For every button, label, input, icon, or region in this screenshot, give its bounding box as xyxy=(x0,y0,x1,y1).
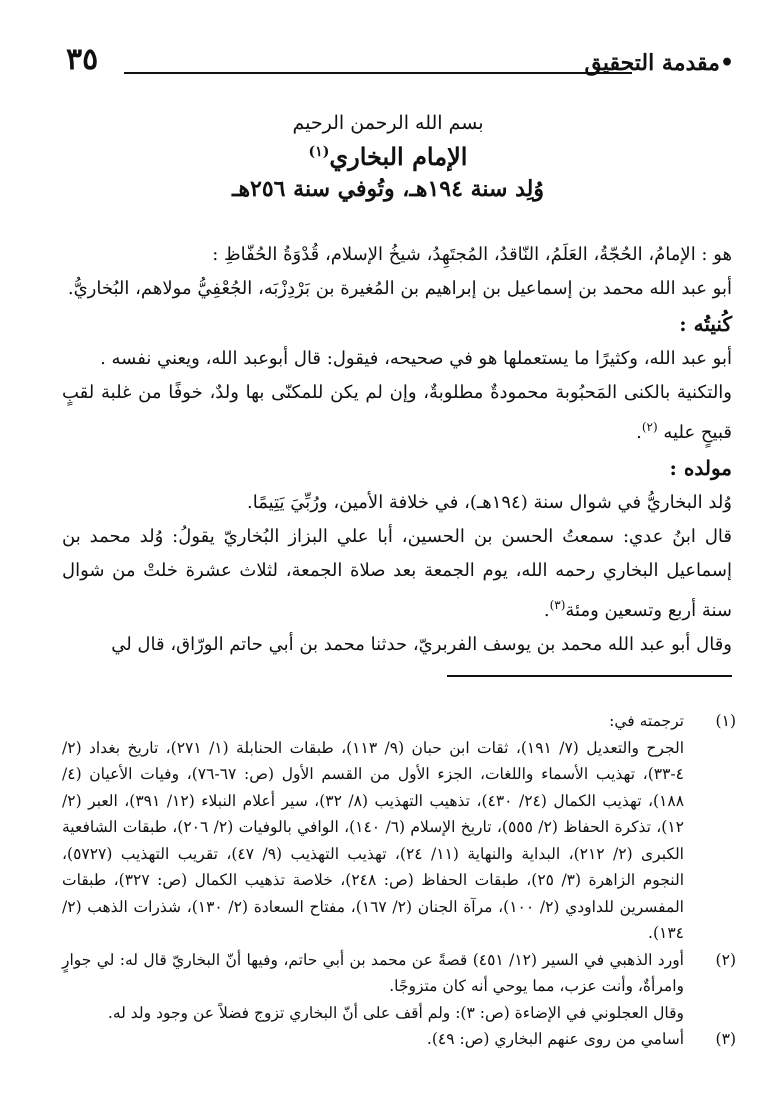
footnote-paragraph: وقال العجلوني في الإضاءة (ص: ٣): ولم أقف على أنّ البخاري تزوج فضلاً عن وجود ولد له. xyxy=(107,1003,684,1022)
footnote-number: (٣) xyxy=(715,1030,736,1048)
kunya-paragraph-2-text: والتكنية بالكنى المَحبُوبة محمودةٌ مطلوبةٌ، وإن لم يكن للمكنّى بها ولدٌ، خوفًا من غلبة لقبٍ قبيحٍ عليه xyxy=(62,382,732,443)
header-rule xyxy=(124,72,632,74)
footnote-text xyxy=(62,947,684,1027)
footnote-ref-2: (٢) xyxy=(641,420,658,434)
kunya-paragraph-1: أبو عبد الله، وكثيرًا ما يستعملها هو في صحيحه، فيقول: قال أبوعبد الله، ويعني نفسه . xyxy=(100,348,732,369)
intro-line-2: أبو عبد الله محمد بن إسماعيل بن إبراهيم بن المُغيرة بن بَرْدِزْبَه، الجُعْفِيُّ مولاهم، البُخاريُّ. xyxy=(67,278,732,299)
footnote-paragraph: أورد الذهبي في السير (١٢/ ٤٥١) قصةً عن محمد بن أبي حاتم، وفيها أنّ البخاريّ قال له: لي جوارٍ وامرأةٌ، وأنت عزب، مما يوحي أنه كان متزوجًا. xyxy=(62,950,684,995)
page-number: ٣٥ xyxy=(66,42,99,77)
birth-paragraph-1: وُلد البخاريُّ في شوال سنة (١٩٤هـ)، في خلافة الأمين، ورُبِّيَ يَتِيمًا. xyxy=(247,492,732,513)
footnote-paragraph: أسامي من روى عنهم البخاري (ص: ٤٩). xyxy=(426,1030,684,1048)
page-title xyxy=(0,142,776,171)
birth-paragraph-2-text: قال ابنُ عدي: سمعتُ الحسن بن الحسين، أبا علي البزاز البُخاريّ يقولُ: وُلد محمد بن إسماعيل البخاري رحمه الله، يوم الجمعة بعد صلاة الجمعة، لثلاث عشرة خلتْ من شوال سنة أربع وتسعين ومئة xyxy=(62,526,732,621)
title-footnote-ref: (١) xyxy=(308,144,330,160)
footnote-text xyxy=(62,708,684,947)
footnote-2 xyxy=(62,947,736,1027)
page-subtitle: وُلِد سنة ١٩٤هـ، وتُوفي سنة ٢٥٦هـ xyxy=(232,176,544,202)
footnote-paragraph: الجرح والتعديل (٧/ ١٩١)، ثقات ابن حبان (٩/ ١١٣)، طبقات الحنابلة (١/ ٢٧١)، تاريخ بغداد (٢/ ٤-٣٣)، تهذيب الأسماء واللغات، الجزء الأول من القسم الأول (ص: ٦٧-٧٦)، وفيات الأعيان (٤/ ١٨٨)، تهذيب الكمال (٢٤/ ٤٣٠)، تذهيب التهذيب (٨/ ٣٢)، سير أعلام النبلاء (١٢/ ٣٩١)، العبر (٢/ ١٢)، تذكرة الحفاظ (٢/ ٥٥٥)، تاريخ الإسلام (٦/ ١٤٠)، الوافي بالوفيات (٢/ ٢٠٦)، طبقات الشافعية الكبرى (٢/ ٢١٢)، البداية والنهاية (١١/ ٢٤)، تهذيب التهذيب (٩/ ٤٧)، تقريب التهذيب (٥٧٢٧)، النجوم الزاهرة (٣/ ٢٥)، طبقات الحفاظ (ص: ٢٤٨)، خلاصة تذهيب الكمال (ص: ٣٢٧)، طبقات المفسرين للداودي (٢/ ١٠٠)، مرآة الجنان (٢/ ١٦٧)، مفتاح السعادة (٢/ ١٣٠)، شذرات الذهب (٢/ ١٣٤). xyxy=(62,738,685,942)
intro-line-1: هو : الإمامُ، الحُجّةُ، العَلَمُ، النّاقدُ، المُجتَهِدُ، شيخُ الإسلام، قُدْوَةُ الحُفّاظِ : xyxy=(212,244,732,265)
footnote-separator xyxy=(447,675,732,677)
footnote-1 xyxy=(62,708,736,947)
running-header-title: •مقدمة التحقيق xyxy=(584,50,734,76)
kunya-heading: كُنيتُه : xyxy=(679,312,732,336)
page-title-text: الإمام البخاري xyxy=(329,142,468,171)
running-header xyxy=(66,44,734,84)
footnote-paragraph: ترجمته في: xyxy=(609,712,684,730)
kunya-paragraph-2: والتكنية بالكنى المَحبُوبة محمودةٌ مطلوبةٌ، وإن لم يكن للمكنّى بها ولدٌ، خوفًا من غلبة لقبٍ قبيحٍ عليه $^{(٢)}$. xyxy=(62,382,732,443)
main-text xyxy=(62,238,732,662)
footnote-3 xyxy=(62,1026,736,1053)
footnote-number: (١) xyxy=(715,712,736,730)
footnote-text xyxy=(62,1026,684,1053)
footnotes xyxy=(62,708,736,1053)
basmala: بسم الله الرحمن الرحيم xyxy=(292,112,484,134)
footnote-number: (٢) xyxy=(715,950,736,969)
birth-paragraph-2: قال ابنُ عدي: سمعتُ الحسن بن الحسين، أبا علي البزاز البُخاريّ يقولُ: وُلد محمد بن إسماعيل البخاري رحمه الله، يوم الجمعة بعد صلاة الجمعة، لثلاث عشرة خلتْ من شوال سنة أربع وتسعين ومئة$^{(٣)}$. xyxy=(62,526,732,621)
birth-paragraph-3: وقال أبو عبد الله محمد بن يوسف الفربريّ، حدثنا محمد بن أبي حاتم الورّاق، قال لي xyxy=(111,634,732,655)
footnote-ref-3: (٣) xyxy=(549,598,566,612)
birth-heading: مولده : xyxy=(669,456,732,480)
